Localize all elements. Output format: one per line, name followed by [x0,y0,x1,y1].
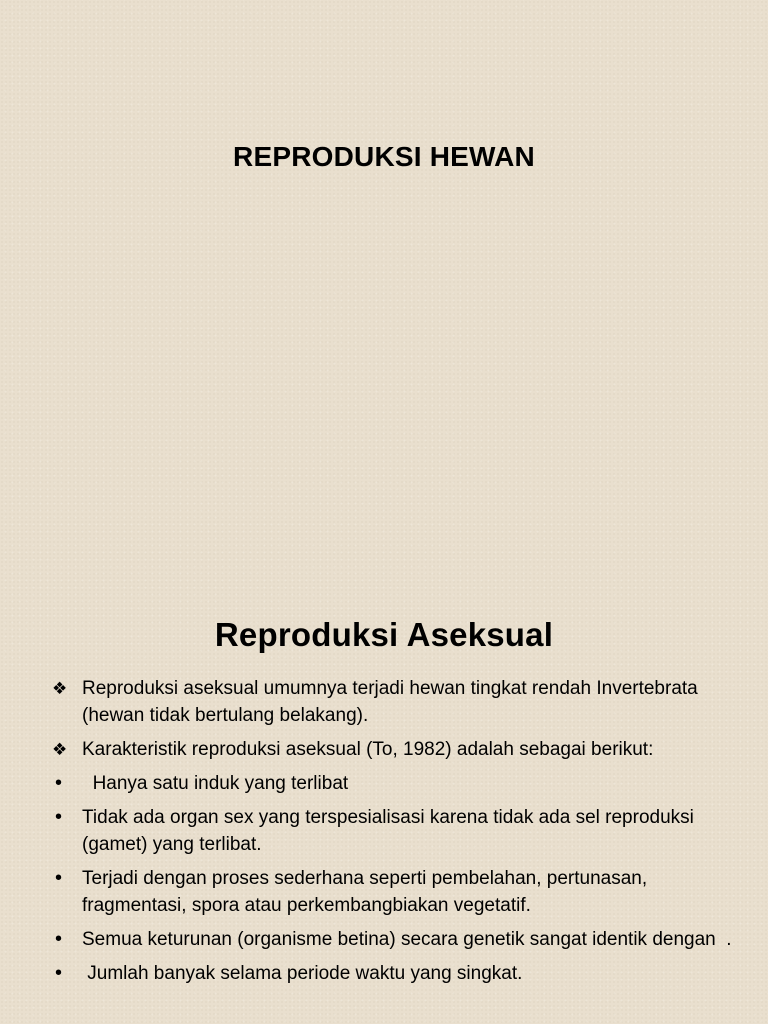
bullet-text: Reproduksi aseksual umumnya terjadi hewan tingkat rendah Invertebrata (hewan tidak bertulang belakang). [82,678,698,726]
diamond-bullet-icon: ❖ [52,679,68,698]
bullet-text: Semua keturunan (organisme betina) secara genetik sangat identik dengan . [82,929,732,950]
bullet-list [52,675,752,994]
dot-bullet-icon: • [55,867,63,889]
bullet-item [52,960,752,987]
bullet-text: Jumlah banyak selama periode waktu yang singkat. [82,963,523,984]
slide-1-title: REPRODUKSI HEWAN [233,141,535,172]
bullet-item [52,675,752,729]
slide-2-title: Reproduksi Aseksual [214,616,554,653]
bullet-text: Tidak ada organ sex yang terspesialisasi karena tidak ada sel reproduksi (gamet) yang terlibat. [82,807,694,855]
bullet-item [52,865,752,919]
dot-bullet-icon: • [55,772,63,794]
bullet-item [52,804,752,858]
bullet-text: Terjadi dengan proses sederhana seperti pembelahan, pertunasan, fragmentasi, spora atau perkembangbiakan vegetatif. [82,868,648,916]
dot-bullet-icon: • [55,962,63,984]
dot-bullet-icon: • [55,806,63,828]
bullet-text: Hanya satu induk yang terlibat [82,773,349,794]
bullet-item [52,770,752,797]
slide-asexual-reproduction [0,512,768,1024]
bullet-item [52,736,752,763]
dot-bullet-icon: • [55,928,63,950]
bullet-item [52,926,752,953]
bullet-text: Karakteristik reproduksi aseksual (To, 1982) adalah sebagai berikut: [82,739,654,760]
diamond-bullet-icon: ❖ [52,740,68,759]
